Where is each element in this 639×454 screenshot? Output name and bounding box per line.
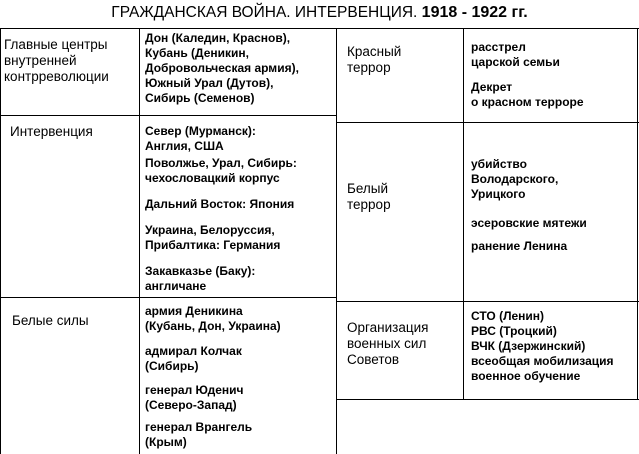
- white-terror-group-assassinations: [471, 157, 558, 202]
- intervention-group-volga: [145, 156, 297, 186]
- list-item: ВЧК (Дзержинский): [471, 339, 586, 353]
- list-item: (Кубань, Дон, Украина): [145, 319, 281, 333]
- list-item: адмирал Колчак: [145, 344, 242, 358]
- white-forces-group-wrangel: [145, 420, 252, 450]
- intervention-group-transcaucasia: [145, 264, 255, 294]
- list-item: англичане: [145, 279, 207, 293]
- list-item: армия Деникина: [145, 304, 243, 318]
- list-item: Закавказье (Баку):: [145, 264, 256, 278]
- right-table-row-divider-2: [336, 301, 639, 302]
- list-item: (Сибирь): [145, 359, 199, 373]
- page-title: [0, 4, 639, 22]
- list-item: убийство: [471, 157, 527, 171]
- header-line: внутренней: [4, 53, 77, 68]
- list-item: (Крым): [145, 435, 187, 449]
- list-item: чехословацкий корпус: [145, 171, 280, 185]
- left-table-row-divider-2: [0, 297, 336, 298]
- right-table-bottom-border: [336, 399, 639, 400]
- list-item: о красном терроре: [471, 95, 584, 109]
- list-item: Поволжье, Урал, Сибирь:: [145, 156, 297, 170]
- list-item: Декрет: [471, 80, 513, 94]
- intervention-group-north: [145, 124, 256, 154]
- white-terror-header: [347, 181, 391, 213]
- list-item: Володарского,: [471, 172, 559, 186]
- left-table-top-border: [0, 28, 336, 29]
- list-item: СТО (Ленин): [471, 309, 545, 323]
- soviet-military-list: [471, 309, 614, 384]
- counterrevolution-centers-list: [145, 31, 299, 106]
- right-table-column-divider: [463, 28, 464, 399]
- header-line: Белый: [347, 181, 389, 196]
- list-item: военное обучение: [471, 369, 581, 383]
- list-item: Урицкого: [471, 187, 526, 201]
- list-item: (Северо-Запад): [145, 398, 237, 412]
- white-terror-group-sr-revolts: [471, 216, 587, 231]
- list-item: Кубань (Деникин,: [145, 46, 249, 60]
- right-table-top-border: [336, 28, 639, 29]
- right-table-row-divider-1: [336, 122, 639, 123]
- list-item: Южный Урал (Дутов),: [145, 76, 274, 90]
- counterrevolution-centers-header: [4, 37, 109, 85]
- list-item: Сибирь (Семенов): [145, 91, 255, 105]
- title-years: 1918 - 1922 гг.: [421, 4, 528, 21]
- white-terror-group-lenin-wounded: [471, 239, 567, 254]
- list-item: Дон (Каледин, Краснов),: [145, 31, 291, 45]
- red-terror-group-execution: [471, 40, 560, 70]
- list-item: Англия, США: [145, 139, 224, 153]
- list-item: генерал Врангель: [145, 420, 253, 434]
- red-terror-header: [347, 44, 401, 76]
- list-item: генерал Юденич: [145, 383, 244, 397]
- white-forces-group-yudenich: [145, 383, 244, 413]
- intervention-group-ukraine: [145, 223, 280, 253]
- header-line: контрреволюции: [4, 69, 109, 84]
- soviet-military-header: [347, 320, 428, 368]
- list-item: Добровольческая армия),: [145, 61, 299, 75]
- intervention-group-far-east: [145, 197, 294, 212]
- header-line: Интервенция: [10, 124, 93, 139]
- header-line: террор: [347, 60, 391, 75]
- white-forces-group-kolchak: [145, 344, 242, 374]
- left-table-left-border: [0, 28, 1, 454]
- header-line: военных сил: [347, 336, 427, 351]
- list-item: всеобщая мобилизация: [471, 354, 614, 368]
- left-table-right-border: [336, 28, 337, 454]
- header-line: Организация: [347, 320, 429, 335]
- white-forces-group-denikin: [145, 304, 281, 334]
- title-main: ГРАЖДАНСКАЯ ВОЙНА. ИНТЕРВЕНЦИЯ.: [111, 4, 418, 21]
- header-line: Главные центры: [4, 37, 108, 52]
- header-line: террор: [347, 197, 391, 212]
- list-item: расстрел: [471, 40, 526, 54]
- header-line: Красный: [347, 44, 402, 59]
- list-item: ранение Ленина: [471, 239, 568, 253]
- header-line: Советов: [347, 352, 400, 367]
- list-item: Дальний Восток: Япония: [145, 197, 295, 211]
- left-table-row-divider-1: [0, 115, 336, 116]
- header-line: Белые силы: [12, 313, 89, 328]
- red-terror-group-decree: [471, 80, 584, 110]
- list-item: царской семьи: [471, 55, 560, 69]
- left-table-column-divider: [139, 28, 140, 454]
- list-item: РВС (Троцкий): [471, 324, 557, 338]
- list-item: эсеровские мятежи: [471, 216, 587, 230]
- intervention-header: [10, 124, 93, 140]
- list-item: Прибалтика: Германия: [145, 238, 281, 252]
- right-table-right-border: [637, 28, 638, 399]
- list-item: Украина, Белоруссия,: [145, 223, 275, 237]
- white-forces-header: [12, 313, 89, 329]
- list-item: Север (Мурманск):: [145, 124, 256, 138]
